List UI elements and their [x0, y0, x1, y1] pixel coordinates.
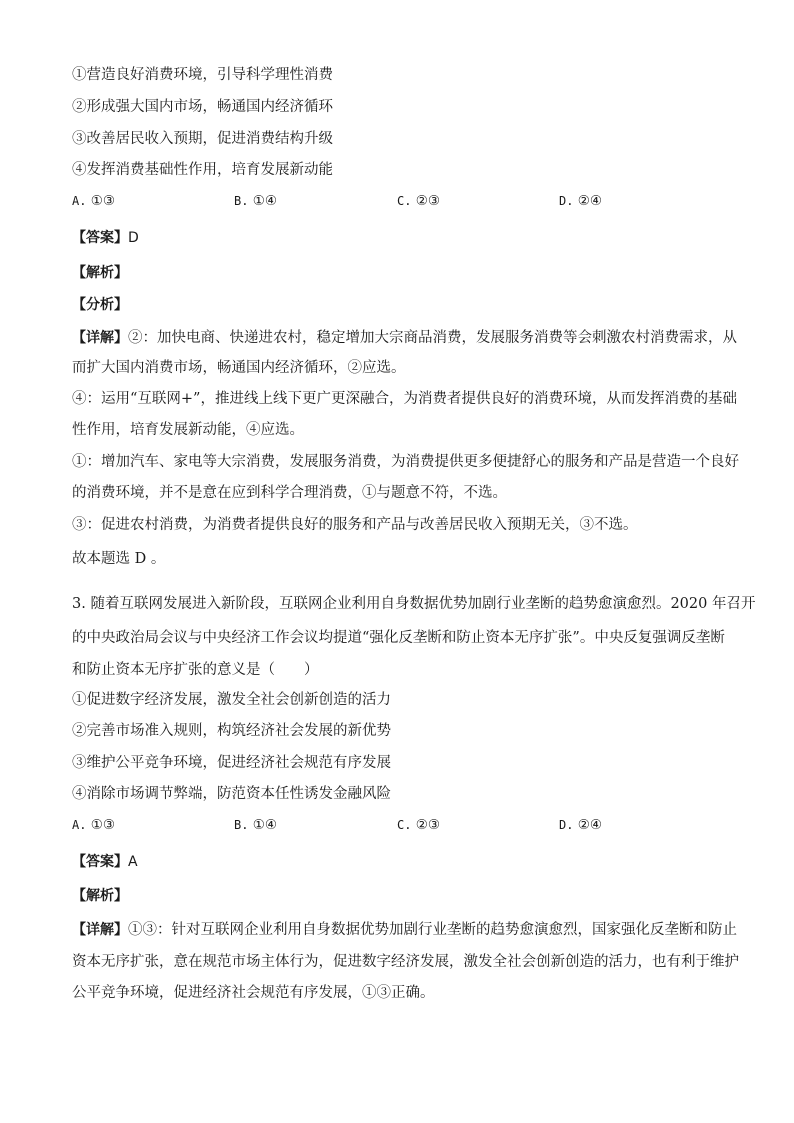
q3-detail-line-1: 【详解】①③：针对互联网企业利用自身数据优势加剧行业垄断的趋势愈演愈烈，国家强化反垄断和防止	[72, 922, 737, 938]
q2-detail-line-5: ①：增加汽车、家电等大宗消费，发展服务消费，为消费提供更多便捷舒心的服务和产品是营造一个良好	[72, 454, 739, 470]
q3-option-b: B. ①④	[234, 817, 277, 833]
q2-fenxi-heading	[72, 295, 724, 315]
q3-choice-1: ①促进数字经济发展，激发全社会创新创造的活力	[72, 692, 391, 708]
q2-option-a: A. ①③	[72, 193, 115, 209]
analysis-label: 【解析】	[72, 265, 128, 281]
q2-choice-3: ③改善居民收入预期，促进消费结构升级	[72, 131, 333, 147]
q3-choice-3: ③维护公平竞争环境，促进经济社会规范有序发展	[72, 755, 391, 771]
q3-option-a: A. ①③	[72, 817, 115, 833]
q3-choice-2: ②完善市场准入规则，构筑经济社会发展的新优势	[72, 723, 391, 739]
q3-detail-line-2: 资本无序扩张，意在规范市场主体行为，促进数字经济发展，激发全社会创新创造的活力，也有利于维护	[72, 954, 739, 970]
q2-option-d: D. ②④	[559, 193, 602, 209]
q2-choice-2: ②形成强大国内市场，畅通国内经济循环	[72, 99, 333, 115]
q3-stem-line-3: 和防止资本无序扩张的意义是（ ）	[72, 662, 319, 678]
detail-label: 【详解】	[72, 922, 128, 938]
q3-answer	[72, 852, 724, 872]
answer-value: D	[128, 230, 139, 246]
q2-detail-line-2: 而扩大国内消费市场，畅通国内经济循环，②应选。	[72, 360, 406, 376]
q2-option-b: B. ①④	[234, 193, 277, 209]
q2-answer	[72, 228, 724, 248]
q2-detail-line-4: 性作用，培育发展新动能，④应选。	[72, 422, 304, 438]
q3-detail-line-3: 公平竞争环境，促进经济社会规范有序发展，①③正确。	[72, 985, 435, 1001]
answer-label: 【答案】	[72, 854, 128, 870]
detail-label: 【详解】	[72, 330, 128, 346]
q2-option-c: C. ②③	[397, 193, 440, 209]
q2-analysis-heading	[72, 263, 724, 283]
q2-conclusion: 故本题选 D 。	[72, 551, 166, 567]
q3-analysis-heading	[72, 886, 724, 906]
q2-choice-4: ④发挥消费基础性作用，培育发展新动能	[72, 162, 333, 178]
q2-detail-line-7: ③：促进农村消费，为消费者提供良好的服务和产品与改善居民收入预期无关，③不选。	[72, 517, 638, 533]
q2-detail-line-3: ④：运用“互联网+”，推进线上线下更广更深融合，为消费者提供良好的消费环境，从而发挥消费的基础	[72, 391, 737, 407]
q3-option-d: D. ②④	[559, 817, 602, 833]
fenxi-label: 【分析】	[72, 297, 128, 313]
answer-label: 【答案】	[72, 230, 128, 246]
q3-option-c: C. ②③	[397, 817, 440, 833]
q3-stem-line-1: 3. 随着互联网发展进入新阶段，互联网企业利用自身数据优势加剧行业垄断的趋势愈演愈烈。2020 年召开	[72, 596, 756, 612]
q2-choice-1: ①营造良好消费环境，引导科学理性消费	[72, 67, 333, 83]
analysis-label: 【解析】	[72, 888, 128, 904]
answer-value: A	[128, 854, 138, 870]
q2-detail-line-6: 的消费环境，并不是意在应到科学合理消费，①与题意不符，不选。	[72, 485, 507, 501]
q3-stem-line-2: 的中央政治局会议与中央经济工作会议均提道“强化反垄断和防止资本无序扩张”。中央反复强调反垄断	[72, 630, 725, 646]
q3-choice-4: ④消除市场调节弊端，防范资本任性诱发金融风险	[72, 786, 391, 802]
q2-detail-line-1: 【详解】②：加快电商、快递进农村，稳定增加大宗商品消费，发展服务消费等会刺激农村消费需求，从	[72, 330, 737, 346]
